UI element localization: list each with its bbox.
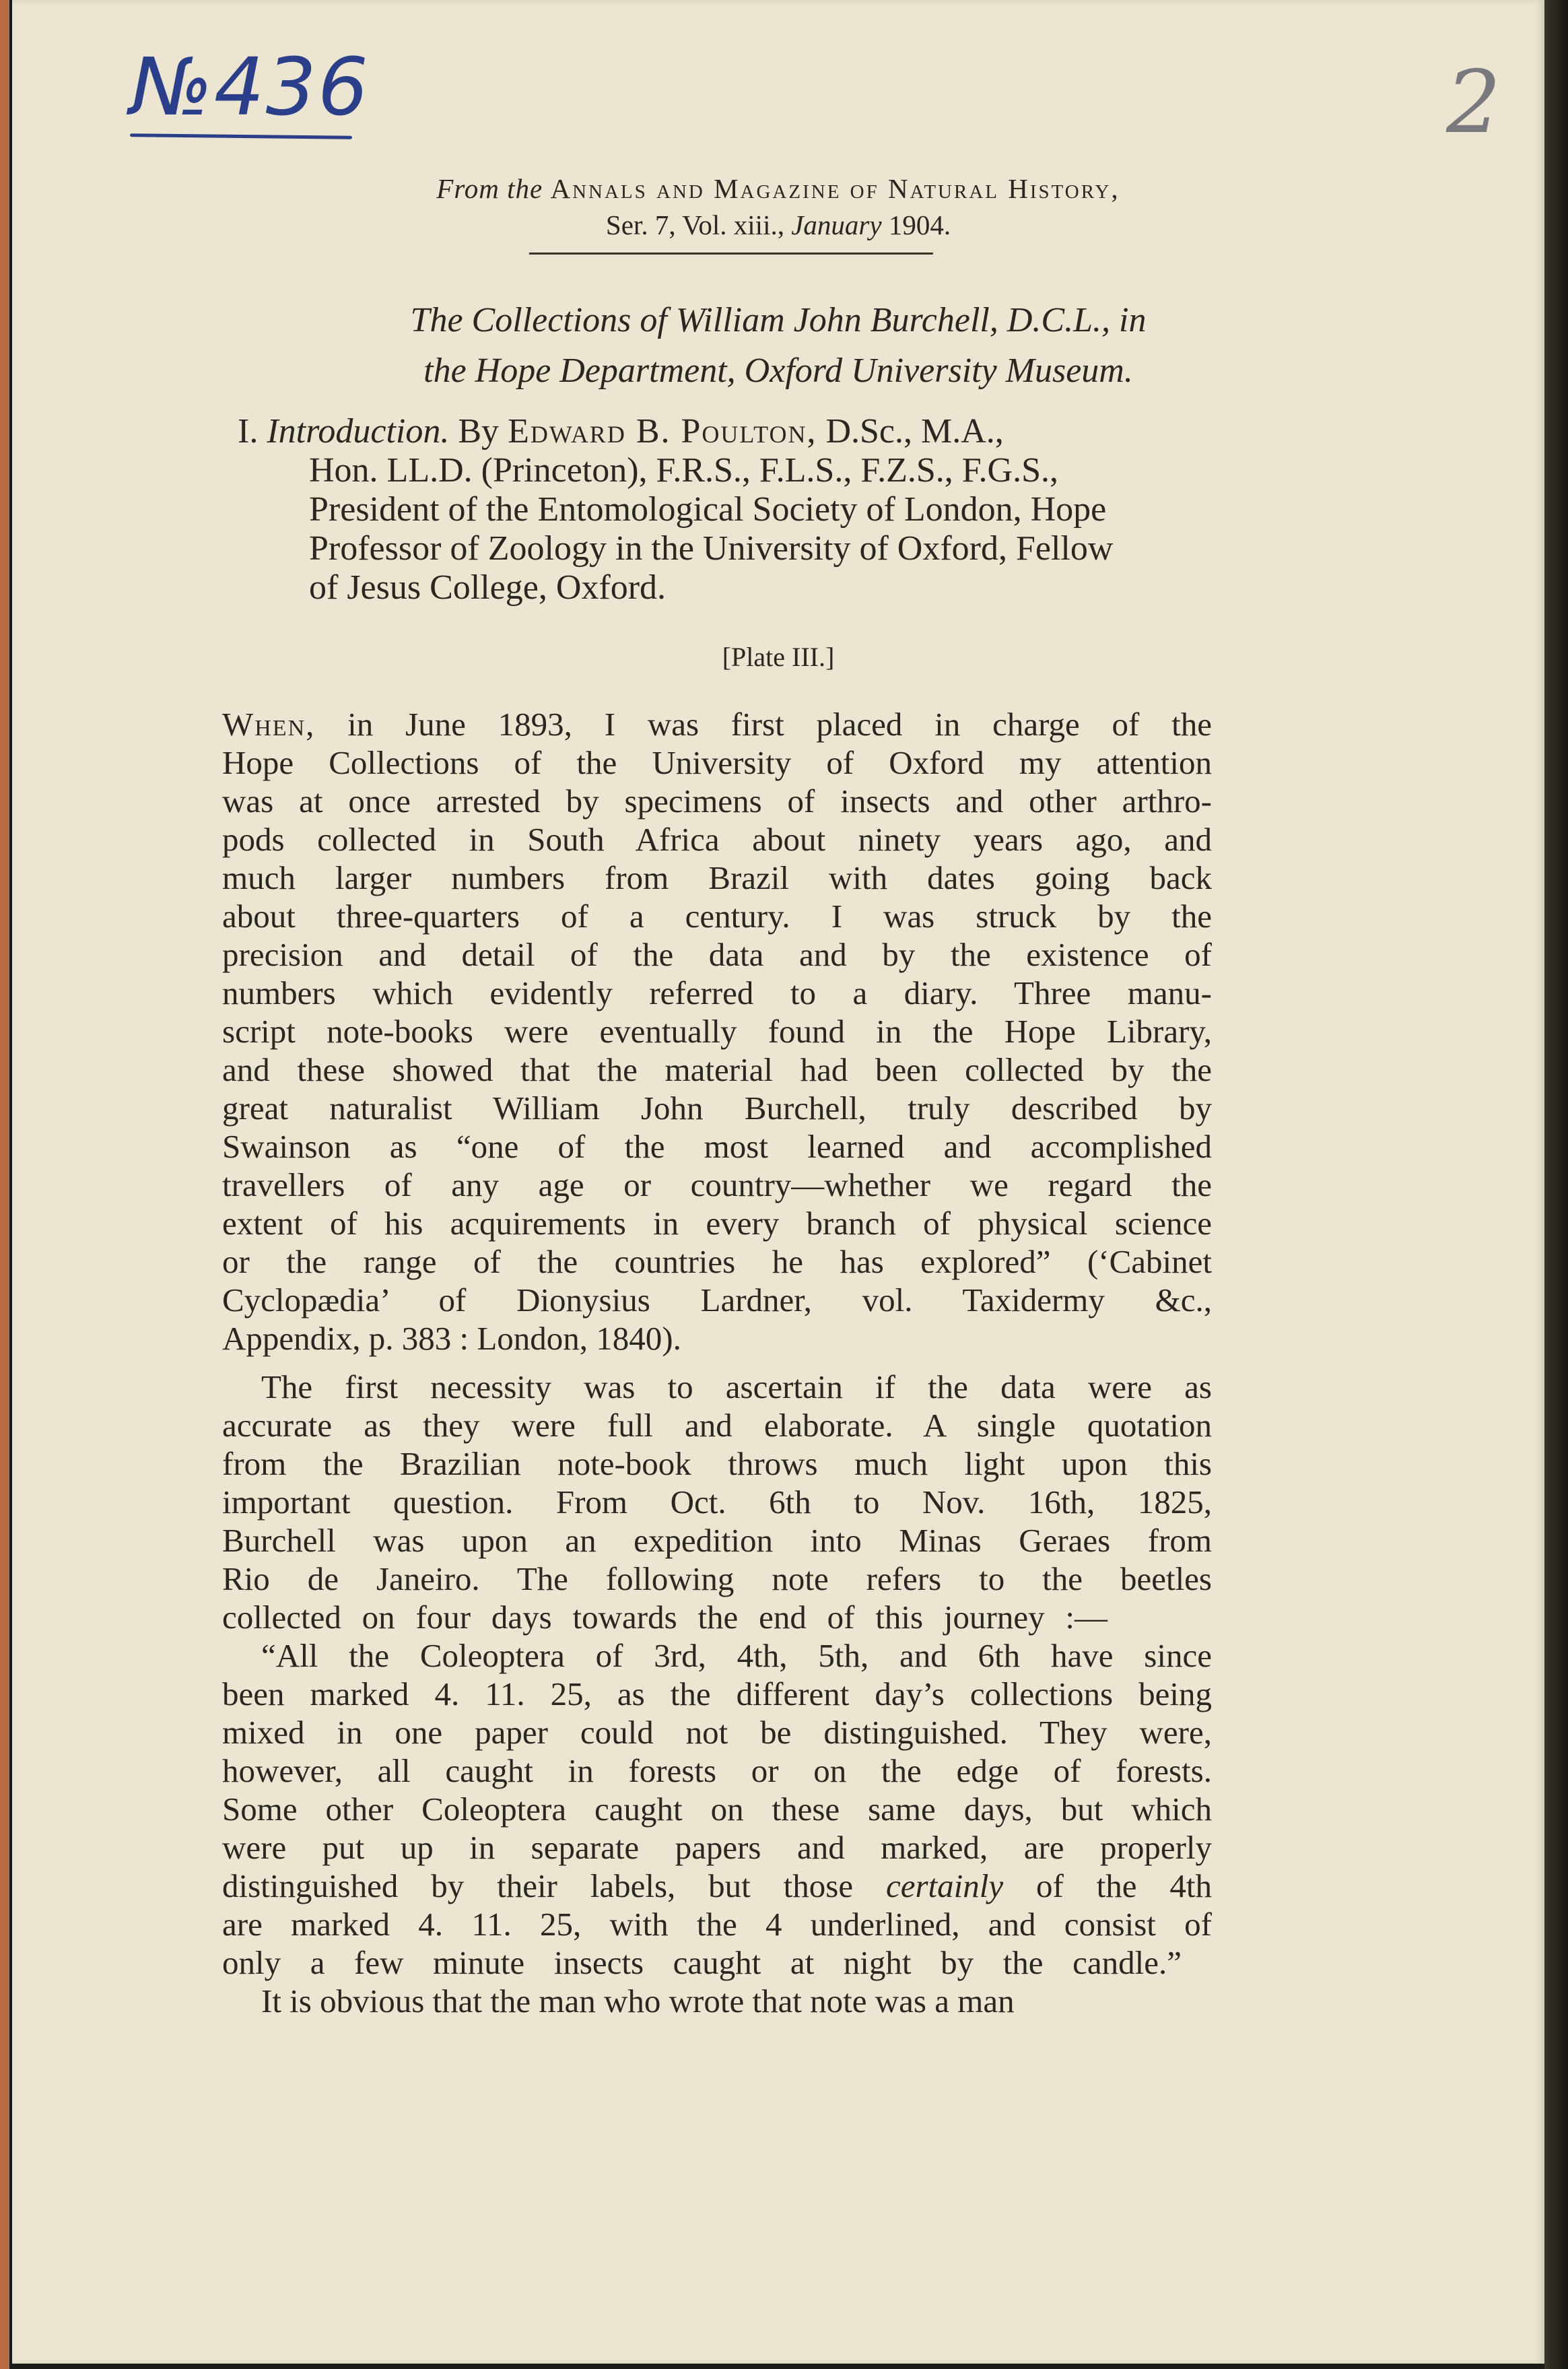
binding-spine <box>0 0 9 2369</box>
intro-byline <box>238 411 1004 451</box>
body-line-text: distinguished by their labels, but those <box>222 1867 854 1904</box>
body-line: only a few minute insects caught at night by the candle.” <box>222 1944 1182 1981</box>
body-line-text: in June 1893, I was first placed in charge of the <box>347 706 1213 743</box>
body-line: script note-books were eventually found in the Hope Library, <box>222 1013 1212 1050</box>
handwritten-catalog-number: №436 <box>130 40 370 133</box>
body-line: extent of his acquirements in every branch of physical science <box>222 1205 1212 1242</box>
body-line: great naturalist William John Burchell, truly described by <box>222 1090 1212 1127</box>
body-line: Cyclopædia’ of Dionysius Lardner, vol. Taxidermy &c., <box>222 1281 1212 1319</box>
source-divider-rule <box>529 253 933 255</box>
body-line: Rio de Janeiro. The following note refers to the beetles <box>222 1560 1212 1597</box>
body-line: about three-quarters of a century. I was struck by the <box>222 898 1212 935</box>
first-word: When, <box>222 706 316 743</box>
plate-reference: [Plate III.] <box>722 642 835 672</box>
source-from-prefix: From the <box>436 173 543 204</box>
source-date: January <box>791 209 882 240</box>
catalog-number-underline <box>130 133 352 139</box>
body-line: “All the Coleoptera of 3rd, 4th, 5th, and 6th have since <box>261 1637 1212 1674</box>
source-citation-line2 <box>12 209 1544 241</box>
intro-affiliation-3: of Jesus College, Oxford. <box>309 568 667 607</box>
body-line: collected on four days towards the end of this journey :— <box>222 1599 1107 1636</box>
document-page <box>12 0 1544 2364</box>
source-year: 1904. <box>888 209 951 240</box>
intro-heading: Introduction. <box>267 412 450 451</box>
intro-by: By <box>458 412 500 451</box>
body-line: and these showed that the material had been collected by the <box>222 1051 1212 1088</box>
body-line: much larger numbers from Brazil with dates going back <box>222 859 1212 896</box>
body-line: It is obvious that the man who wrote that note was a man <box>261 1982 1015 2020</box>
emphasis-certainly: certainly <box>885 1867 1004 1904</box>
body-line: mixed in one paper could not be distinguished. They were, <box>222 1714 1212 1751</box>
body-line: was at once arrested by specimens of insects and other arthro- <box>222 782 1212 820</box>
body-line: numbers which evidently referred to a diary. Three manu- <box>222 974 1212 1011</box>
body-line: or the range of the countries he has explored” (‘Cabinet <box>222 1243 1212 1280</box>
body-line: Appendix, p. 383 : London, 1840). <box>222 1320 681 1357</box>
page-edge-shadow <box>1544 0 1568 2369</box>
body-line: however, all caught in forests or on the edge of forests. <box>222 1752 1212 1789</box>
intro-author: Edward B. Poulton, <box>508 412 817 451</box>
article-title-line2: the Hope Department, Oxford University Museum. <box>423 352 1133 390</box>
body-line: been marked 4. 11. 25, as the different day’s collections being <box>222 1675 1212 1712</box>
intro-affiliation-1: President of the Entomological Society of London, Hope <box>309 490 1107 529</box>
source-series: Ser. 7, Vol. xiii., <box>605 209 784 240</box>
body-line: were put up in separate papers and marked, are properly <box>222 1829 1212 1866</box>
body-line: The first necessity was to ascertain if the data were as <box>261 1368 1212 1405</box>
body-line <box>222 1867 1212 1905</box>
intro-credentials: Hon. LL.D. (Princeton), F.R.S., F.L.S., F.Z.S., F.G.S., <box>309 451 1059 490</box>
body-line: Swainson as “one of the most learned and accomplished <box>222 1128 1212 1165</box>
body-line: travellers of any age or country—whether we regard the <box>222 1166 1212 1203</box>
body-line: Some other Coleoptera caught on these same days, but which <box>222 1791 1212 1828</box>
body-line: Burchell was upon an expedition into Minas Geraes from <box>222 1522 1212 1559</box>
source-journal: Annals and Magazine of Natural History, <box>550 173 1120 204</box>
body-line: Hope Collections of the University of Oxford my attention <box>222 744 1212 781</box>
body-line: important question. From Oct. 6th to Nov. 16th, 1825, <box>222 1483 1212 1521</box>
intro-affiliation-2: Professor of Zoology in the University of Oxford, Fellow <box>309 529 1114 568</box>
body-line: are marked 4. 11. 25, with the 4 underlined, and consist of <box>222 1906 1212 1943</box>
body-line: precision and detail of the data and by the existence of <box>222 936 1212 973</box>
body-line-text: of the 4th <box>1035 1867 1213 1904</box>
source-citation-line1 <box>12 172 1544 205</box>
article-title-line1: The Collections of William John Burchell, D.C.L., in <box>410 301 1147 339</box>
body-line <box>222 705 1212 743</box>
body-line: pods collected in South Africa about ninety years ago, and <box>222 821 1212 858</box>
handwritten-page-mark: 2 <box>1446 53 1501 153</box>
body-line: accurate as they were full and elaborate. A single quotation <box>222 1407 1212 1444</box>
body-line: from the Brazilian note-book throws much light upon this <box>222 1445 1212 1482</box>
intro-numeral: I. <box>238 412 259 451</box>
intro-degrees: D.Sc., M.A., <box>825 412 1004 451</box>
